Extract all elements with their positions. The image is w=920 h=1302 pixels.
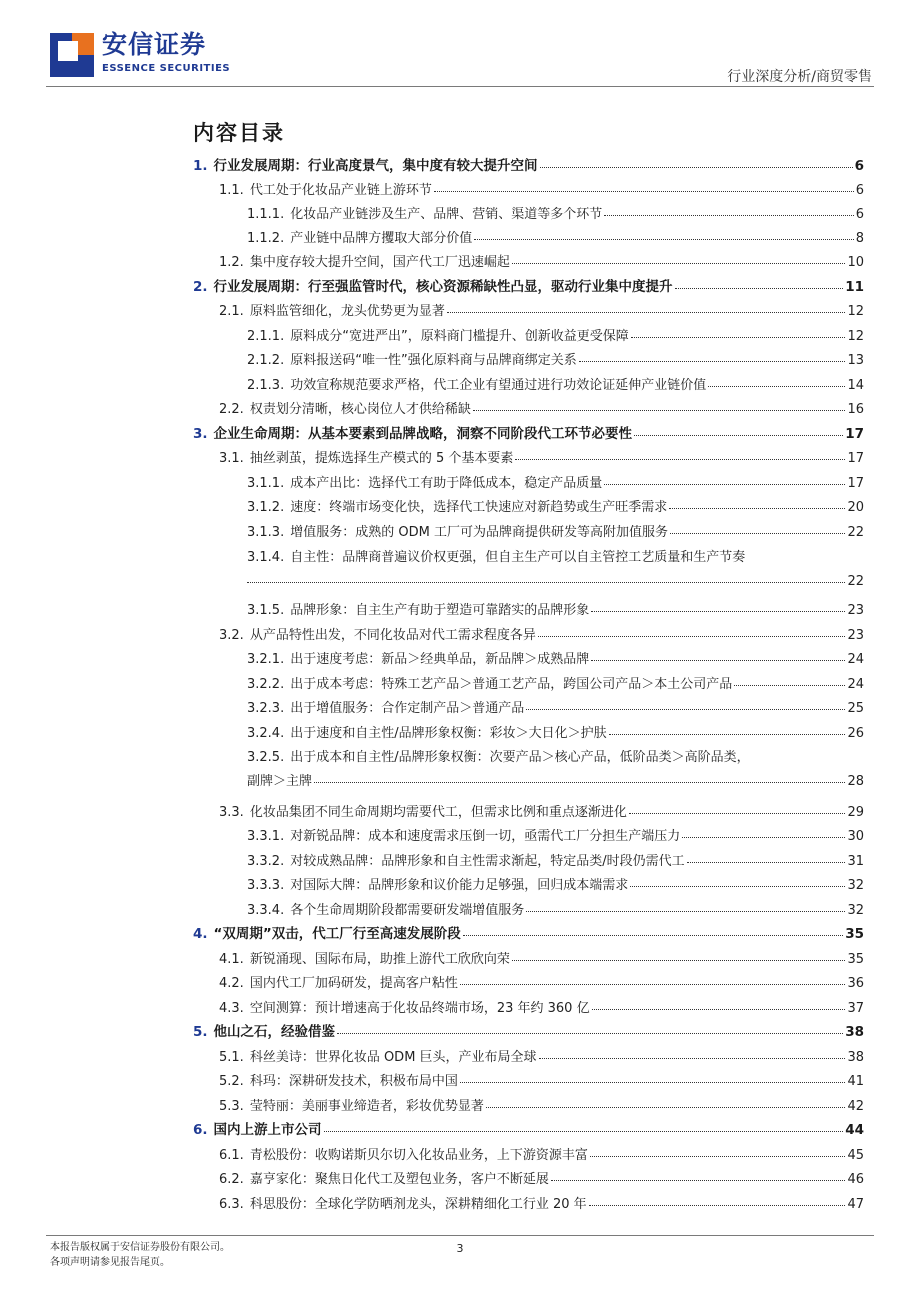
toc-title: 内容目录 — [193, 121, 285, 145]
toc-entry[interactable]: 5.1. 科丝美诗：世界化妆品 ODM 巨头，产业布局全球 38 — [219, 1050, 864, 1065]
toc-entry[interactable]: 3.1.5. 品牌形象：自主生产有助于塑造可靠踏实的品牌形象 23 — [247, 603, 864, 618]
company-logo-text — [102, 30, 230, 76]
toc-entry[interactable]: 3.3. 化妆品集团不同生命周期均需要代工，但需求比例和重点逐渐进化 29 — [219, 805, 864, 820]
toc-entry[interactable]: 3.1. 抽丝剥茧，提炼选择生产模式的 5 个基本要素 17 — [219, 451, 864, 466]
toc-entry[interactable]: 2.1.3. 功效宣称规范要求严格，代工企业有望通过进行功效论证延伸产业链价值 14 — [247, 378, 864, 393]
toc-entry[interactable]: 3.2.3. 出于增值服务：合作定制产品＞普通产品 25 — [247, 701, 864, 716]
toc-entry[interactable]: 2. 行业发展周期：行至强监管时代，核心资源稀缺性凸显，驱动行业集中度提升 11 — [193, 279, 864, 295]
toc-entry[interactable]: 3.3.4. 各个生命周期阶段都需要研发端增值服务 32 — [247, 903, 864, 918]
toc-entry[interactable]: 3.2.1. 出于速度考虑：新品＞经典单品，新品牌＞成熟品牌 24 — [247, 652, 864, 667]
company-name-cn: 安信证券 — [102, 30, 207, 59]
toc-entry[interactable]: 1.2. 集中度存较大提升空间，国产代工厂迅速崛起 10 — [219, 255, 864, 270]
page-number: 3 — [456, 1242, 464, 1255]
toc-entry[interactable]: 4.1. 新锐涌现、国际布局，助推上游代工欣欣向荣 35 — [219, 952, 864, 967]
toc-entry[interactable]: 3.1.3. 增值服务：成熟的 ODM 工厂可为品牌商提供研发等高附加值服务 22 — [247, 525, 864, 540]
toc-entry[interactable]: 3.1.2. 速度：终端市场变化快，选择代工快速应对新趋势或生产旺季需求 20 — [247, 500, 864, 515]
report-category: 行业深度分析/商贸零售 — [727, 69, 872, 85]
toc-entry[interactable]: 3.2.4. 出于速度和自主性/品牌形象权衡：彩妆＞大日化＞护肤 26 — [247, 726, 864, 741]
disclaimer-text: 各项声明请参见报告尾页。 — [50, 1257, 170, 1268]
toc-entry[interactable]: 5.3. 莹特丽：美丽事业缔造者，彩妆优势显著 42 — [219, 1099, 864, 1114]
toc-entry[interactable]: 3. 企业生命周期：从基本要素到品牌战略，洞察不同阶段代工环节必要性 17 — [193, 426, 864, 442]
toc-entry[interactable]: 6. 国内上游上市公司 44 — [193, 1122, 864, 1138]
header-divider — [46, 86, 874, 87]
toc-entry[interactable]: 2.1.1. 原料成分“宽进严出”，原料商门槛提升、创新收益更受保障 12 — [247, 329, 864, 344]
toc-entry[interactable]: 1.1.1. 化妆品产业链涉及生产、品牌、营销、渠道等多个环节 6 — [247, 207, 864, 222]
toc-entry[interactable]: 3.1.1. 成本产出比：选择代工有助于降低成本，稳定产品质量 17 — [247, 476, 864, 491]
toc-entry-wrapped[interactable]: 3.1.4. 自主性：品牌商普遍议价权更强，但自主生产可以自主管控工艺质量和生产节奏 22 — [247, 550, 864, 589]
toc-entry[interactable]: 4. “双周期”双击，代工厂行至高速发展阶段 35 — [193, 926, 864, 942]
toc-entry-wrapped[interactable]: 3.2.5. 出于成本和自主性/品牌形象权衡：次要产品＞核心产品，低阶品类＞高阶品类， 副牌＞主牌 28 — [247, 750, 864, 789]
toc-entry[interactable]: 3.3.3. 对国际大牌：品牌形象和议价能力足够强，回归成本端需求 32 — [247, 878, 864, 893]
footer-divider — [46, 1235, 874, 1236]
company-logo-icon — [50, 33, 94, 77]
toc-entry[interactable]: 3.2. 从产品特性出发，不同化妆品对代工需求程度各异 23 — [219, 628, 864, 643]
toc-entry[interactable]: 5. 他山之石，经验借鉴 38 — [193, 1024, 864, 1040]
toc-entry[interactable]: 6.2. 嘉亨家化：聚焦日化代工及塑包业务，客户不断延展 46 — [219, 1172, 864, 1187]
toc-entry[interactable]: 2.2. 权责划分清晰，核心岗位人才供给稀缺 16 — [219, 402, 864, 417]
toc-entry[interactable]: 2.1. 原料监管细化，龙头优势更为显著 12 — [219, 304, 864, 319]
copyright-text: 本报告版权属于安信证券股份有限公司。 — [50, 1242, 230, 1253]
company-name-en: ESSENCE SECURITIES — [102, 63, 231, 74]
toc-entry[interactable]: 3.2.2. 出于成本考虑：特殊工艺产品＞普通工艺产品，跨国公司产品＞本土公司产品 24 — [247, 677, 864, 692]
toc-entry[interactable]: 3.3.2. 对较成熟品牌：品牌形象和自主性需求渐起，特定品类/时段仍需代工 31 — [247, 854, 864, 869]
toc-entry[interactable]: 6.3. 科思股份：全球化学防晒剂龙头，深耕精细化工行业 20 年 47 — [219, 1197, 864, 1212]
toc-entry[interactable]: 1.1.2. 产业链中品牌方攫取大部分价值 8 — [247, 231, 864, 246]
toc-entry[interactable]: 4.3. 空间测算：预计增速高于化妆品终端市场，23 年约 360 亿 37 — [219, 1001, 864, 1016]
toc-entry[interactable]: 1.1. 代工处于化妆品产业链上游环节 6 — [219, 183, 864, 198]
toc-entry[interactable]: 1. 行业发展周期：行业高度景气，集中度有较大提升空间 6 — [193, 158, 864, 174]
toc-entry[interactable]: 3.3.1. 对新锐品牌：成本和速度需求压倒一切，亟需代工厂分担生产端压力 30 — [247, 829, 864, 844]
toc-entry[interactable]: 5.2. 科玛：深耕研发技术，积极布局中国 41 — [219, 1074, 864, 1089]
toc-entry[interactable]: 6.1. 青松股份：收购诺斯贝尔切入化妆品业务，上下游资源丰富 45 — [219, 1148, 864, 1163]
toc-entry[interactable]: 2.1.2. 原料报送码“唯一性”强化原料商与品牌商绑定关系 13 — [247, 353, 864, 368]
toc-entry[interactable]: 4.2. 国内代工厂加码研发，提高客户粘性 36 — [219, 976, 864, 991]
